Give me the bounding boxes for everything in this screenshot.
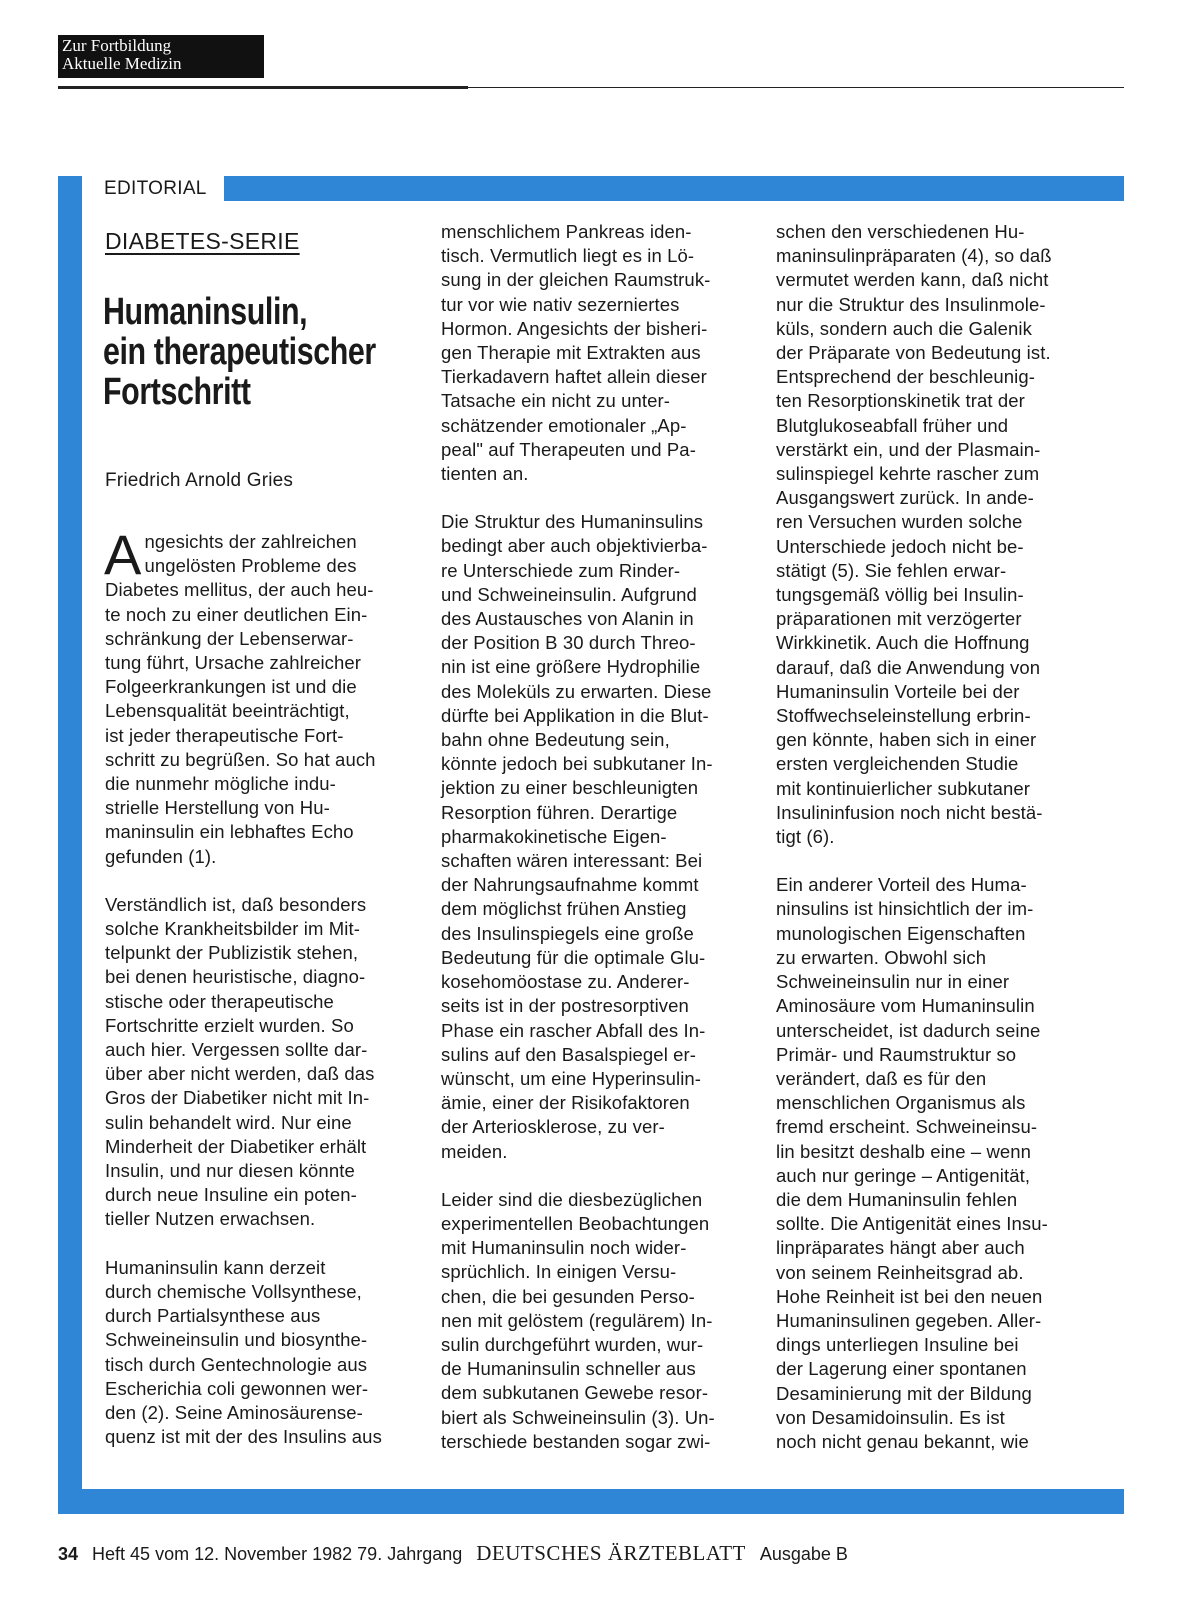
paragraph [105,1256,435,1450]
text-line: von seinem Reinheitsgrad ab. [776,1261,1024,1283]
drop-cap: A [104,523,142,586]
text-line: seits ist in der postresorptiven [441,995,689,1017]
text-line: auch hier. Vergessen sollte dar- [105,1039,368,1061]
text-line: maninsulinpräparaten (4), so daß [776,245,1052,267]
text-line: experimentellen Beobachtungen [441,1212,710,1234]
text-line: terschiede bestanden sogar zwi- [441,1430,711,1452]
text-line: Phase ein rascher Abfall des In- [441,1019,706,1041]
text-line: des Moleküls zu erwarten. Diese [441,680,712,702]
text-line: Escherichia coli gewonnen wer- [105,1377,369,1399]
text-line: unterscheidet, ist dadurch seine [776,1019,1041,1041]
text-line: stische oder therapeutische [105,990,334,1012]
text-line: küls, sondern auch die Galenik [776,317,1032,339]
text-line: Gros der Diabetiker nicht mit In- [105,1087,370,1109]
text-line: Humaninsulinen gegeben. Aller- [776,1309,1042,1331]
text-line: nen mit gelöstem (regulärem) In- [441,1309,713,1331]
text-line: menschlichem Pankreas iden- [441,221,692,242]
paragraph [776,873,1106,1454]
text-line: Hormon. Angesichts der bisheri- [441,317,708,339]
text-line: ten Resorptionskinetik trat der [776,390,1025,412]
text-line: auch nur geringe – Antigenität, [776,1164,1031,1186]
article-title [103,291,376,413]
text-line: und Schweineinsulin. Aufgrund [441,583,697,605]
text-line: Folgeerkrankungen ist und die [105,676,357,698]
text-line: sulin behandelt wird. Nur eine [105,1111,352,1133]
text-line: Leider sind die diesbezüglichen [441,1188,703,1210]
text-line: Tatsache ein nicht zu unter- [441,390,671,412]
title-line-1: Humaninsulin, [103,291,308,333]
text-line: bedingt aber auch objektivierba- [441,535,708,557]
text-line: ist jeder therapeutische Fort- [105,724,344,746]
text-line: durch neue Insuline ein poten- [105,1184,357,1206]
text-line: de Humaninsulin schneller aus [441,1358,696,1380]
text-line: könnte jedoch bei subkutaner In- [441,753,713,775]
text-line: dings unterliegen Insuline bei [776,1334,1019,1356]
text-line: Bedeutung für die optimale Glu- [441,946,706,968]
text-line: kosehomöostase zu. Anderer- [441,971,690,993]
text-line: Entsprechend der beschleunig- [776,366,1035,388]
text-line: Ein anderer Vorteil des Huma- [776,874,1027,896]
text-line: gen Therapie mit Extrakten aus [441,342,701,364]
text-line: Schweineinsulin nur in einer [776,971,1010,993]
text-line: sung in der gleichen Raumstruk- [441,269,711,291]
text-line: Resorption führen. Derartige [441,801,678,823]
text-line: tungsgemäß völlig bei Insulin- [776,584,1024,606]
text-line: von Desamidoinsulin. Es ist [776,1406,1005,1428]
text-line: präparationen mit verzögerter [776,608,1022,630]
text-column-3 [776,220,1106,1478]
text-line: bei denen heuristische, diagno- [105,966,366,988]
issue-info: Heft 45 vom 12. November 1982 79. Jahrgang [92,1544,463,1564]
text-line: solche Krankheitsbilder im Mit- [105,918,360,940]
text-line: Minderheit der Diabetiker erhält [105,1135,367,1157]
text-line: nin ist eine größere Hydrophilie [441,656,701,678]
text-line: verstärkt ein, und der Plasmain- [776,438,1041,460]
edition: Ausgabe B [759,1544,848,1564]
text-line: biert als Schweineinsulin (3). Un- [441,1406,715,1428]
text-line: tisch durch Gentechnologie aus [105,1353,368,1375]
text-line: quenz ist mit der des Insulins aus [105,1426,382,1448]
text-line: schätzender emotionaler „Ap- [441,414,687,436]
text-line: tisch. Vermutlich liegt es in Lö- [441,245,695,267]
text-line: Hohe Reinheit ist bei den neuen [776,1285,1043,1307]
paragraph [441,220,771,486]
text-line: durch chemische Vollsynthese, [105,1280,362,1302]
paragraph [105,893,435,1232]
text-line: der Nahrungsaufnahme kommt [441,874,699,896]
text-line: ren Versuchen wurden solche [776,511,1023,533]
text-line: Primär- und Raumstruktur so [776,1043,1017,1065]
text-line: die dem Humaninsulin fehlen [776,1188,1018,1210]
text-line: Wirkkinetik. Auch die Hoffnung [776,632,1030,654]
text-line: tur vor wie nativ sezerniertes [441,293,680,315]
text-line: sulins auf den Basalspiegel er- [441,1043,697,1065]
text-line: sprüchlich. In einigen Versu- [441,1261,677,1283]
paragraph [776,220,1106,849]
text-line: der Position B 30 durch Threo- [441,632,696,654]
header-line-1: Zur Fortbildung [62,36,172,55]
text-line: Insulin, und nur diesen könnte [105,1160,355,1182]
text-line: meiden. [441,1140,508,1162]
text-line: ämie, einer der Risikofaktoren [441,1092,690,1114]
text-line: bahn ohne Bedeutung sein, [441,729,670,751]
text-line: jektion zu einer beschleunigten [441,777,699,799]
text-line: strielle Herstellung von Hu- [105,797,330,819]
text-line: menschlichen Organismus als [776,1092,1026,1114]
text-line: Aminosäure vom Humaninsulin [776,995,1035,1017]
text-line: Desaminierung mit der Bildung [776,1382,1032,1404]
text-line: mit Humaninsulin noch wider- [441,1237,687,1259]
text-line: Insulininfusion noch nicht bestä- [776,801,1043,823]
text-line: Lebensqualität beeinträchtigt, [105,700,350,722]
text-line: tieller Nutzen erwachsen. [105,1208,316,1230]
text-line: pharmakokinetische Eigen- [441,825,667,847]
series-label: DIABETES-SERIE [105,228,300,254]
text-line: schränkung der Lebenserwar- [105,627,354,649]
text-line: der Arteriosklerose, zu ver- [441,1116,665,1138]
header-rule-thick [58,86,468,89]
text-line: wünscht, um eine Hyperinsulin- [441,1067,702,1089]
text-line: die nunmehr mögliche indu- [105,773,336,795]
editorial-label: EDITORIAL [82,176,224,201]
text-line: verändert, daß es für den [776,1067,987,1089]
paragraph [441,1188,771,1454]
text-line: Diabetes mellitus, der auch heu- [105,579,374,601]
text-column-2 [441,220,771,1478]
text-line: schritt zu begrüßen. So hat auch [105,748,376,770]
text-line: te noch zu einer deutlichen Ein- [105,603,368,625]
page-number: 34 [58,1544,79,1564]
paragraph [104,523,435,869]
text-line: Blutglukoseabfall früher und [776,414,1009,436]
author-name: Friedrich Arnold Gries [105,470,294,491]
text-line: peal" auf Therapeuten und Pa- [441,438,696,460]
text-line: sulinspiegel kehrte rascher zum [776,463,1040,485]
text-line: Unterschiede jedoch nicht be- [776,535,1024,557]
text-line: dem möglichst frühen Anstieg [441,898,687,920]
text-line: Schweineinsulin und biosynthe- [105,1329,368,1351]
header-line-2: Aktuelle Medizin [62,54,182,73]
text-line: darauf, daß die Anwendung von [776,656,1041,678]
text-line: re Unterschiede zum Rinder- [441,559,681,581]
text-line: gefunden (1). [105,845,217,867]
text-line: chen, die bei gesunden Perso- [441,1285,695,1307]
text-line: Verständlich ist, daß besonders [105,893,367,915]
journal-name: DEUTSCHES ÄRZTEBLATT [476,1541,746,1565]
text-line: über aber nicht werden, daß das [105,1063,375,1085]
title-line-2: ein therapeutischer [103,331,376,373]
text-line: der Präparate von Bedeutung ist. [776,342,1051,364]
text-line: Fortschritte erzielt wurden. So [105,1014,354,1036]
text-line: noch nicht genau bekannt, wie [776,1430,1029,1452]
text-line: nur die Struktur des Insulinmole- [776,293,1046,315]
text-line: mit kontinuierlicher subkutaner [776,777,1030,799]
text-line: des Insulinspiegels eine große [441,922,694,944]
text-line: Ausgangswert zurück. In ande- [776,487,1034,509]
text-line: ninsulins ist hinsichtlich der im- [776,898,1034,920]
text-line: tigt (6). [776,826,835,848]
text-column-1 [104,523,435,1473]
text-line: der Lagerung einer spontanen [776,1358,1027,1380]
text-line: dem subkutanen Gewebe resor- [441,1382,709,1404]
section-header-box [58,35,264,78]
text-line: fremd erscheint. Schweineinsu- [776,1116,1038,1138]
text-line: gen könnte, haben sich in einer [776,729,1037,751]
text-line: tienten an. [441,463,529,485]
text-line: durch Partialsynthese aus [105,1305,321,1327]
text-line: dürfte bei Applikation in die Blut- [441,704,709,726]
text-line: vermutet werden kann, daß nicht [776,269,1049,291]
text-line: schaften wären interessant: Bei [441,850,703,872]
text-line: linpräparates hängt aber auch [776,1237,1025,1259]
text-line: ungelösten Probleme des [144,555,357,577]
text-line: sulin durchgeführt wurden, wur- [441,1333,704,1355]
title-line-3: Fortschritt [103,371,251,413]
text-line: maninsulin ein lebhaftes Echo [105,821,354,843]
text-line: des Austausches von Alanin in [441,608,694,630]
text-line: sollte. Die Antigenität eines Insu- [776,1213,1048,1235]
text-line: den (2). Seine Aminosäurense- [105,1401,363,1423]
text-line: stätigt (5). Sie fehlen erwar- [776,559,1007,581]
text-line: zu erwarten. Obwohl sich [776,946,987,968]
paragraph [441,510,771,1163]
text-line: Stoffwechseleinstellung erbrin- [776,705,1031,727]
text-line: munologischen Eigenschaften [776,922,1026,944]
text-line: Die Struktur des Humaninsulins [441,511,704,533]
text-line: Humaninsulin kann derzeit [105,1256,326,1278]
page-footer [58,1541,848,1566]
text-line: Humaninsulin Vorteile bei der [776,680,1020,702]
text-line: ersten vergleichenden Studie [776,753,1019,775]
text-line: schen den verschiedenen Hu- [776,221,1025,242]
text-line: telpunkt der Publizistik stehen, [105,942,359,964]
text-line: tung führt, Ursache zahlreicher [105,652,362,674]
text-line: ngesichts der zahlreichen [144,531,357,552]
text-line: Tierkadavern haftet allein dieser [441,366,707,388]
text-line: lin besitzt deshalb eine – wenn [776,1140,1032,1162]
